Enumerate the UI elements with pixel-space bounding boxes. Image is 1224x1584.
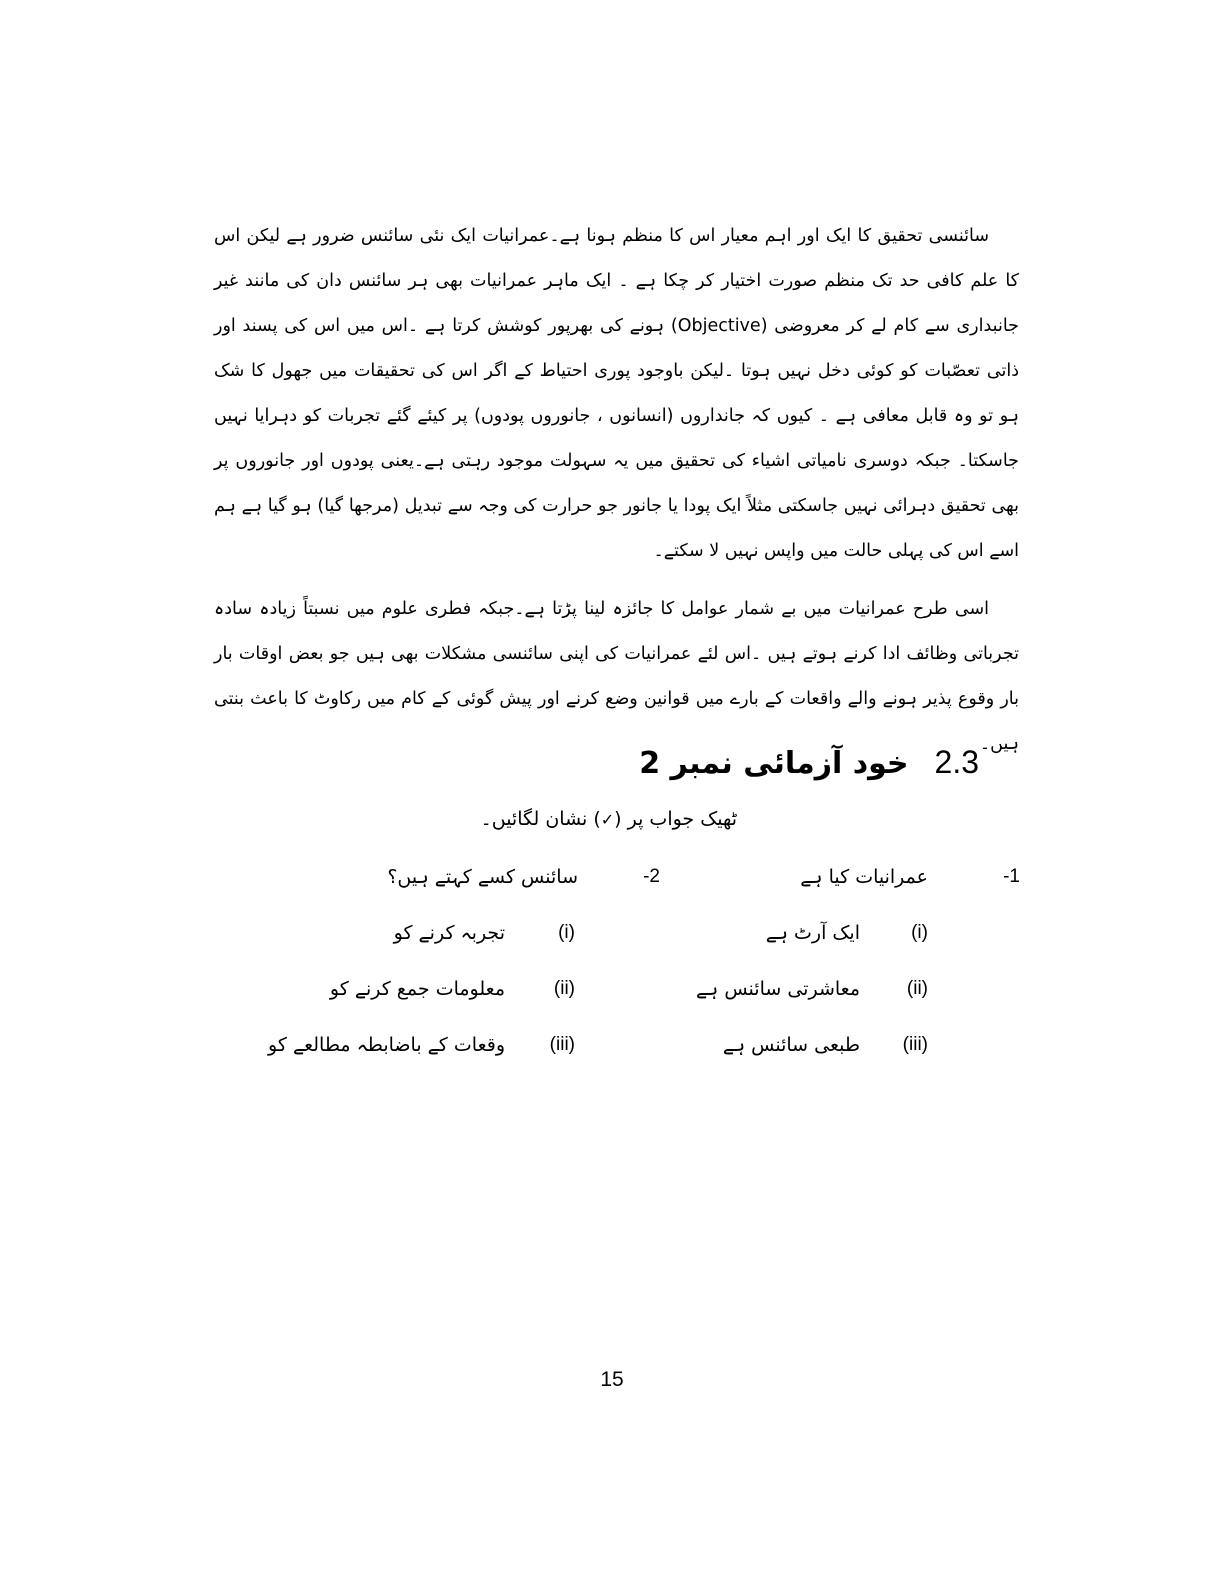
option-label: (iii) xyxy=(902,1034,928,1055)
option-text: معاشرتی سائنس ہے xyxy=(696,978,860,1000)
instruction-after: ) نشان لگائیں۔ xyxy=(480,808,601,830)
option-text: ایک آرٹ ہے xyxy=(765,922,860,944)
option-label: (i) xyxy=(558,922,575,943)
checkmark-icon: ✓ xyxy=(600,810,615,829)
option-row xyxy=(230,1034,670,1090)
question-number: -1 xyxy=(1003,866,1020,887)
instruction-before: ٹھیک جواب پر ( xyxy=(614,808,737,830)
option-text: وقعات کے باضابطہ مطالعے کو xyxy=(268,1034,505,1056)
option-label: (ii) xyxy=(553,978,575,999)
question-row xyxy=(230,866,670,922)
option-label: (ii) xyxy=(906,978,928,999)
section-number: 2.3 xyxy=(934,744,979,780)
paragraph-1-text: سائنسی تحقیق کا ایک اور اہم معیار اس کا منظم ہونا ہے۔عمرانیات ایک نئی سائنس ضرور ہے لیکن اس کا علم کافی حد تک منظم صورت اختیار کر چکا ہے ۔ ایک ماہر عمرانیات بھی ہر سائنس دان کی مانند غیر جانبداری سے کام لے کر معروضی (Objective) ہونے کی بھرپور کوشش کرتا ہے ۔اس میں اس کی پسند اور ذاتی تعصّبات کو کوئی دخل نہیں ہوتا ۔لیکن باوجود پوری احتیاط کے اگر اس کی تحقیقات میں جھول کا شک ہو تو وہ قابل معافی ہے ۔ کیوں کہ جانداروں (انسانوں ، جانوروں پودوں) پر کیئے گئے تجربات کو دہرایا نہیں جاسکتا۔ جبکہ دوسری نامیاتی اشیاء کی تحقیق میں یہ سہولت موجود رہتی ہے۔یعنی پودوں اور جانوروں پر بھی تحقیق دہرائی نہیں جاسکتی مثلاً ایک پودا یا جانور جو حرارت کی وجہ سے تبدیل (مرجھا گیا) ہو گیا ہے ہم اسے اس کی پہلی حالت میں واپس نہیں لا سکتے۔ xyxy=(214,226,1019,561)
paragraph-sociology-difficulties xyxy=(214,587,1019,767)
section-heading xyxy=(639,744,979,781)
page-number: 15 xyxy=(600,1368,624,1391)
section-title: خود آزمائی نمبر 2 xyxy=(639,746,909,781)
option-label: (iii) xyxy=(549,1034,575,1055)
paragraph-scientific-research xyxy=(214,214,1019,574)
option-row xyxy=(230,922,670,978)
question-2 xyxy=(230,866,670,1106)
option-text: طبعی سائنس ہے xyxy=(722,1034,860,1056)
question-number: -2 xyxy=(643,866,660,887)
option-text: تجربہ کرنے کو xyxy=(393,922,505,944)
question-text: سائنس کسے کہتے ہیں؟ xyxy=(387,866,578,888)
question-text: عمرانیات کیا ہے xyxy=(800,866,928,888)
option-text: معلومات جمع کرنے کو xyxy=(329,978,505,1000)
instruction-text xyxy=(481,808,737,830)
option-row xyxy=(230,978,670,1034)
option-label: (i) xyxy=(911,922,928,943)
paragraph-2-text: اسی طرح عمرانیات میں بے شمار عوامل کا جائزہ لینا پڑتا ہے۔جبکہ فطری علوم میں نسبتاً زیادہ سادہ تجرباتی وظائف ادا کرنے ہوتے ہیں ۔اس لئے عمرانیات کی اپنی سائنسی مشکلات بھی ہیں جو بعض اوقات بار بار وقوع پذیر ہونے والے واقعات کے بارے میں قوانین وضع کرنے اور پیش گوئی کے کام میں رکاوٹ کا باعث بنتی ہیں۔ xyxy=(214,599,1019,754)
